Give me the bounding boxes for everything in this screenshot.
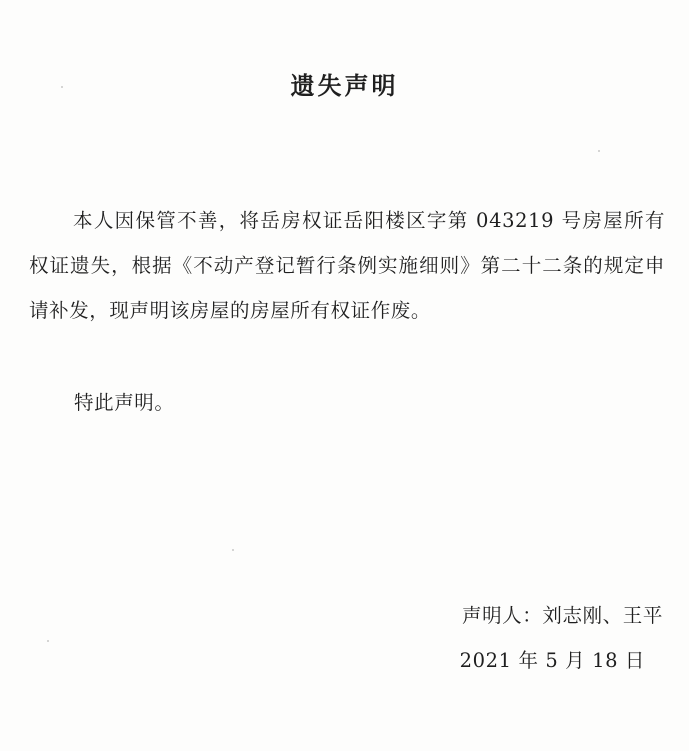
document-body — [29, 198, 665, 333]
closing-statement: 特此声明。 — [74, 391, 175, 414]
document-title: 遗失声明 — [290, 72, 399, 100]
scan-speck — [232, 549, 234, 551]
body-paragraph: 本人因保管不善，将岳房权证岳阳楼区字第 043219 号房屋所有权证遗失，根据《不动产登记暂行条例实施细则》第二十二条的规定申请补发，现声明该房屋的房屋所有权证作废。 — [29, 209, 665, 322]
declarant-line: 声明人：刘志刚、王平 — [461, 604, 663, 627]
scan-speck — [47, 640, 49, 642]
scan-speck — [598, 150, 600, 152]
declaration-date: 2021 年 5 月 18 日 — [459, 649, 645, 672]
signature-block — [460, 593, 663, 683]
